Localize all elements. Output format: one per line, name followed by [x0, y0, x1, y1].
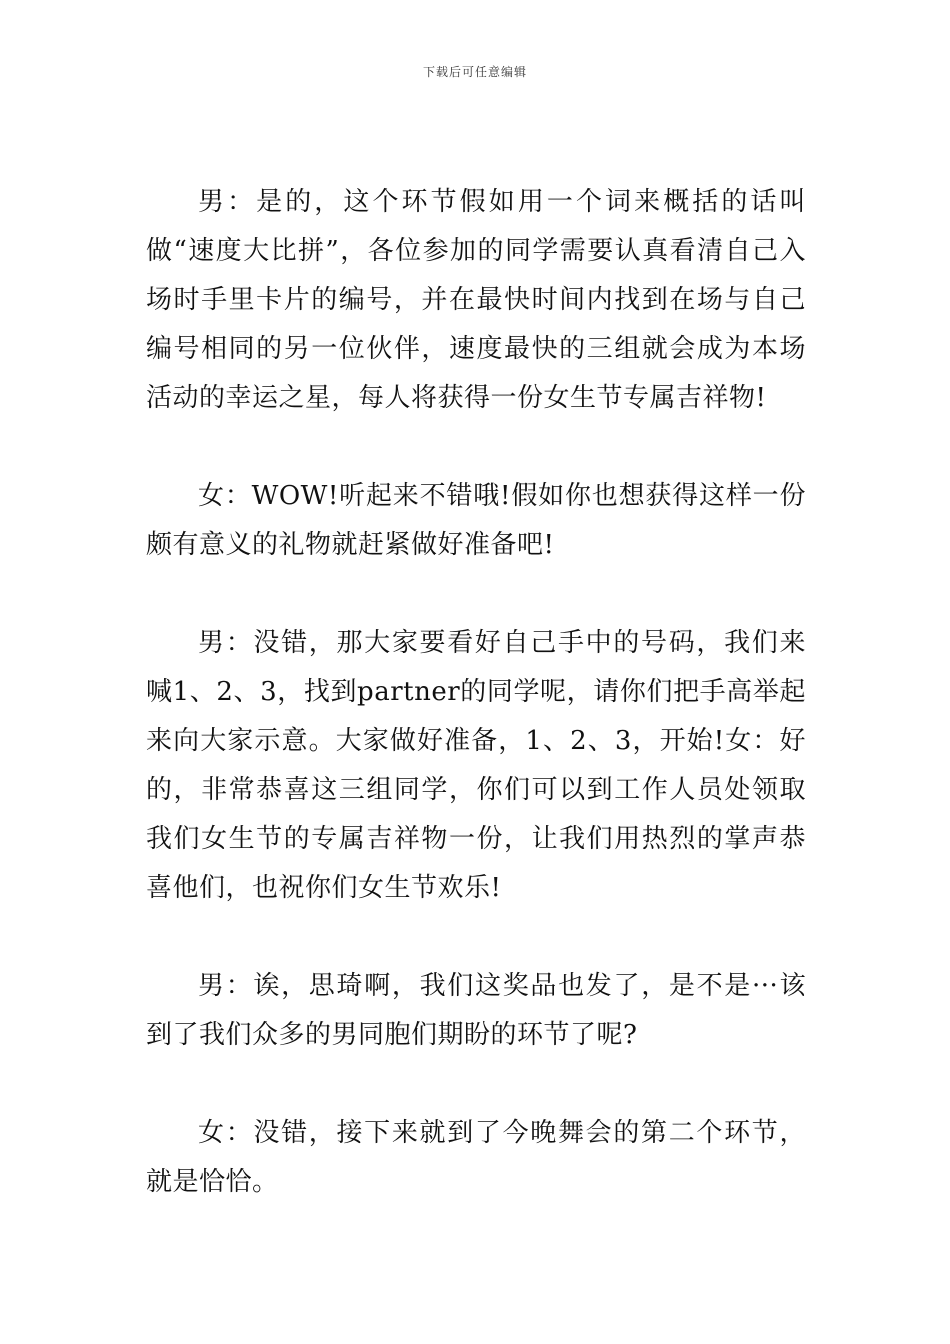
dialogue-paragraph-3: 男：没错，那大家要看好自己手中的号码，我们来喊1、2、3，找到partner的同学呢，请你们把手高举起来向大家示意。大家做好准备，1、2、3，开始!女：好的，非常恭喜这三组同学，你们可以到工作人员处领取我们女生节的专属吉祥物一份，让我们用热烈的掌声恭喜他们，也祝你们女生节欢乐! [146, 628, 806, 903]
dialogue-paragraph-1: 男：是的，这个环节假如用一个词来概括的话叫做“速度大比拼”，各位参加的同学需要认真看清自己入场时手里卡片的编号，并在最快时间内找到在场与自己编号相同的另一位伙伴，速度最快的三组就会成为本场活动的幸运之星，每人将获得一份女生节专属吉祥物! [146, 187, 806, 413]
dialogue-paragraph-4: 男：诶，思琦啊，我们这奖品也发了，是不是···该到了我们众多的男同胞们期盼的环节了呢? [146, 971, 806, 1050]
dialogue-paragraph-5: 女：没错，接下来就到了今晚舞会的第二个环节，就是恰恰。 [146, 1118, 806, 1197]
page-header-note: 下载后可任意编辑 [422, 65, 527, 79]
document-body [146, 178, 806, 1207]
dialogue-paragraph-2: 女：WOW!听起来不错哦!假如你也想获得这样一份颇有意义的礼物就赶紧做好准备吧! [146, 481, 806, 560]
